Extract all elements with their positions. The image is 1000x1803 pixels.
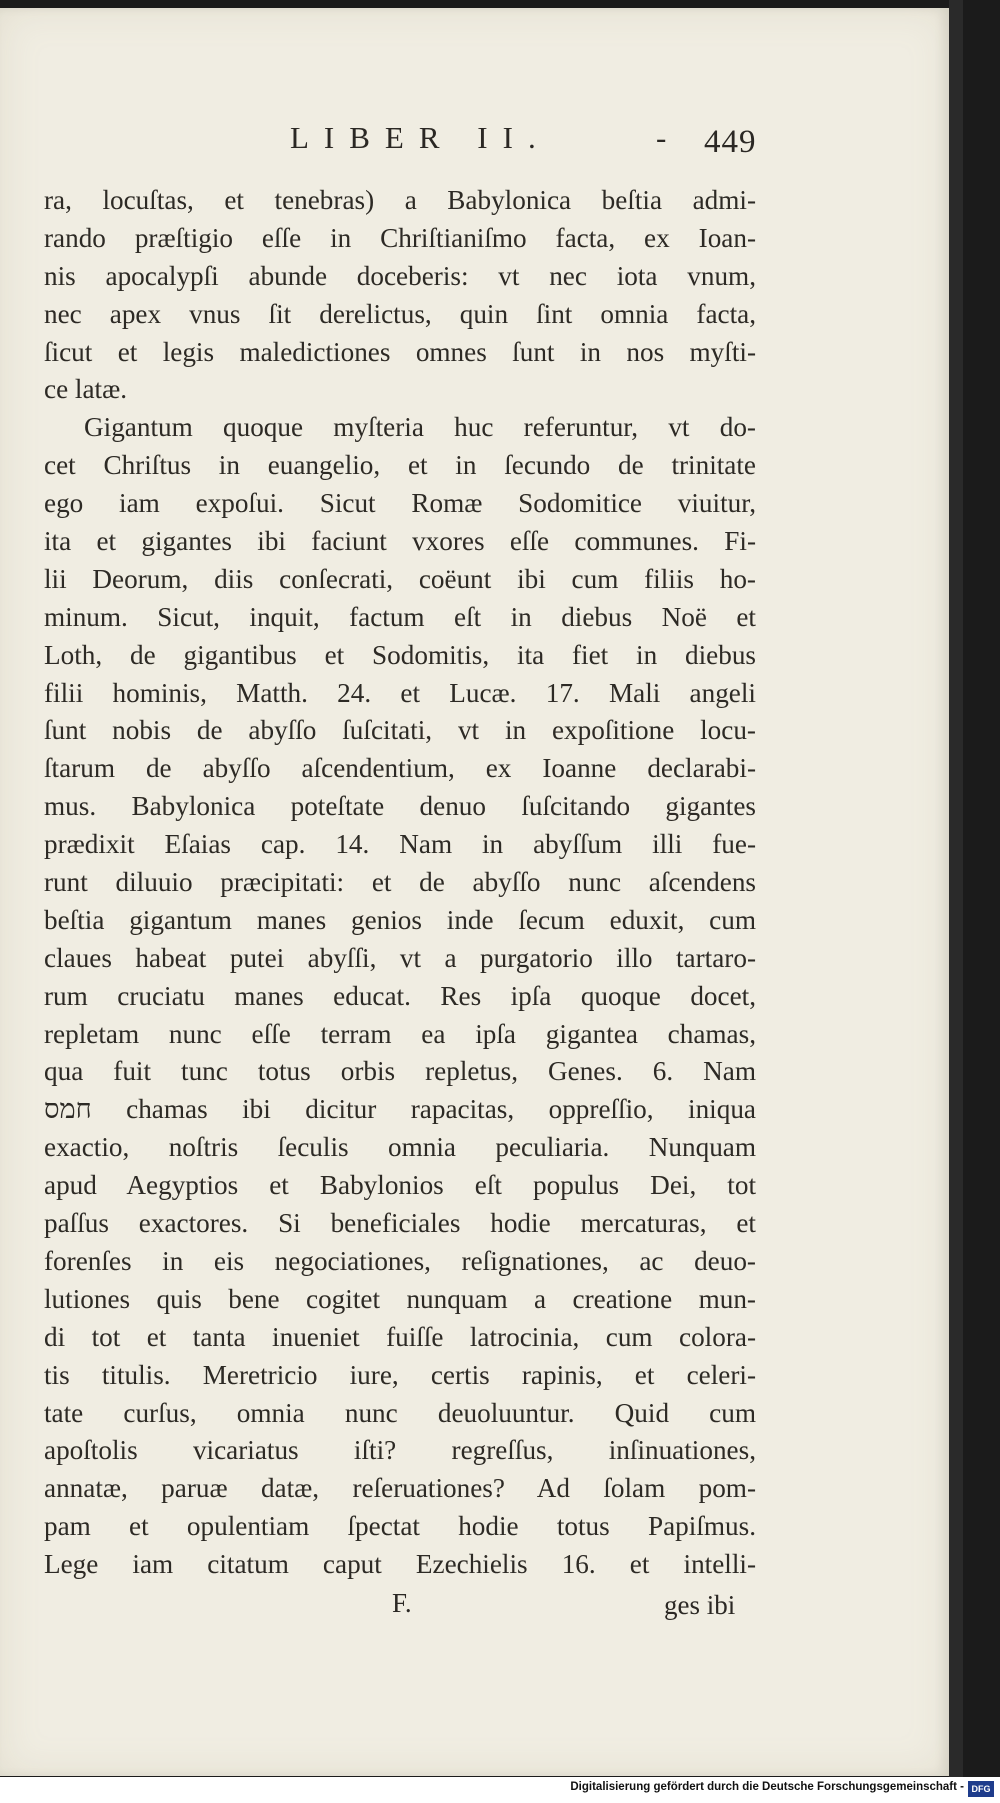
digitization-credit: Digitalisierung gefördert durch die Deutsche Forschungsgemeinschaft - <box>570 1781 964 1793</box>
text-line: ſunt nobis de abyſſo ſuſcitati, vt in expoſitione locu- <box>44 715 756 746</box>
dfg-logo: DFG <box>968 1781 994 1797</box>
text-line: lutiones quis bene cogitet nunquam a creatione mun- <box>44 1283 756 1314</box>
text-line: apoſtolis vicariatus iſti? regreſſus, inſinuationes, <box>44 1435 756 1466</box>
text-line: Lege iam citatum caput Ezechielis 16. et intelli- <box>44 1549 756 1580</box>
text-line: Gigantum quoque myſteria huc referuntur, vt do- <box>84 412 756 443</box>
text-line: ſtarum de abyſſo aſcendentium, ex Ioanne declarabi- <box>44 753 756 784</box>
text-line: qua fuit tunc totus orbis repletus, Genes. 6. Nam <box>44 1056 756 1087</box>
book-edge <box>949 0 963 1780</box>
text-line: repletam nunc eſſe terram ea ipſa gigantea chamas, <box>44 1018 756 1049</box>
page-footer-line <box>0 1588 949 1630</box>
header-dash: - <box>656 120 667 155</box>
text-line: claues habeat putei abyſſi, vt a purgatorio illo tartaro- <box>44 942 756 973</box>
text-line: annatæ, paruæ datæ, reſeruationes? Ad ſolam pom- <box>44 1473 756 1504</box>
text-line: ce latæ. <box>44 374 128 405</box>
text-line: mus. Babylonica poteſtate denuo ſuſcitando gigantes <box>44 791 756 822</box>
text-line: rum cruciatu manes educat. Res ipſa quoque docet, <box>44 980 756 1011</box>
text-line: nis apocalypſi abunde doceberis: vt nec iota vnum, <box>44 260 756 291</box>
text-line: ra, locuſtas, et tenebras) a Babylonica beſtia admi- <box>44 185 756 215</box>
text-line: ſicut et legis maledictiones omnes ſunt in nos myſti- <box>44 336 756 367</box>
text-line: tis titulis. Meretricio iure, certis rapinis, et celeri- <box>44 1359 756 1390</box>
text-line: forenſes in eis negociationes, reſignationes, ac deuo- <box>44 1245 756 1276</box>
text-line: חמס chamas ibi dicitur rapacitas, oppreſſio, iniqua <box>44 1094 756 1125</box>
book-page <box>0 8 949 1776</box>
text-line: rando præſtigio eſſe in Chriſtianiſmo facta, ex Ioan- <box>44 222 756 253</box>
body-text <box>44 182 756 1584</box>
text-line: filii hominis, Matth. 24. et Lucæ. 17. Mali angeli <box>44 677 756 708</box>
text-line: pam et opulentiam ſpectat hodie totus Papiſmus. <box>44 1511 756 1542</box>
text-line: Loth, de gigantibus et Sodomitis, ita fiet in diebus <box>44 639 756 670</box>
text-line: tate curſus, omnia nunc deuoluuntur. Quid cum <box>44 1397 756 1428</box>
text-line: paſſus exactores. Si beneficiales hodie mercaturas, et <box>44 1208 756 1239</box>
text-line: minum. Sicut, inquit, factum eſt in diebus Noë et <box>44 601 756 632</box>
text-line: di tot et tanta inueniet fuiſſe latrocinia, cum colora- <box>44 1321 756 1352</box>
page-number: 449 <box>704 124 757 160</box>
page-header <box>0 116 949 166</box>
text-line: ita et gigantes ibi faciunt vxores eſſe communes. Fi- <box>44 526 756 557</box>
text-line: exactio, noſtris ſeculis omnia peculiaria. Nunquam <box>44 1132 756 1163</box>
running-title: LIBER II. <box>290 120 551 155</box>
signature-mark: F. <box>392 1588 412 1618</box>
text-line: beſtia gigantum manes genios inde ſecum eduxit, cum <box>44 904 756 935</box>
text-line: lii Deorum, diis conſecrati, coëunt ibi cum filiis ho- <box>44 563 756 594</box>
text-line: apud Aegyptios et Babylonios eſt populus Dei, tot <box>44 1170 756 1201</box>
catchword: ges ibi <box>664 1590 736 1620</box>
text-line: prædixit Eſaias cap. 14. Nam in abyſſum illi fue- <box>44 829 756 860</box>
text-line: ego iam expoſui. Sicut Romæ Sodomitice viuitur, <box>44 488 756 519</box>
text-line: nec apex vnus ſit derelictus, quin ſint omnia facta, <box>44 298 756 329</box>
text-line: runt diluuio præcipitati: et de abyſſo nunc aſcendens <box>44 867 756 898</box>
text-line: cet Chriſtus in euangelio, et in ſecundo de trinitate <box>44 450 756 481</box>
digitization-credit-bar <box>0 1777 1000 1803</box>
